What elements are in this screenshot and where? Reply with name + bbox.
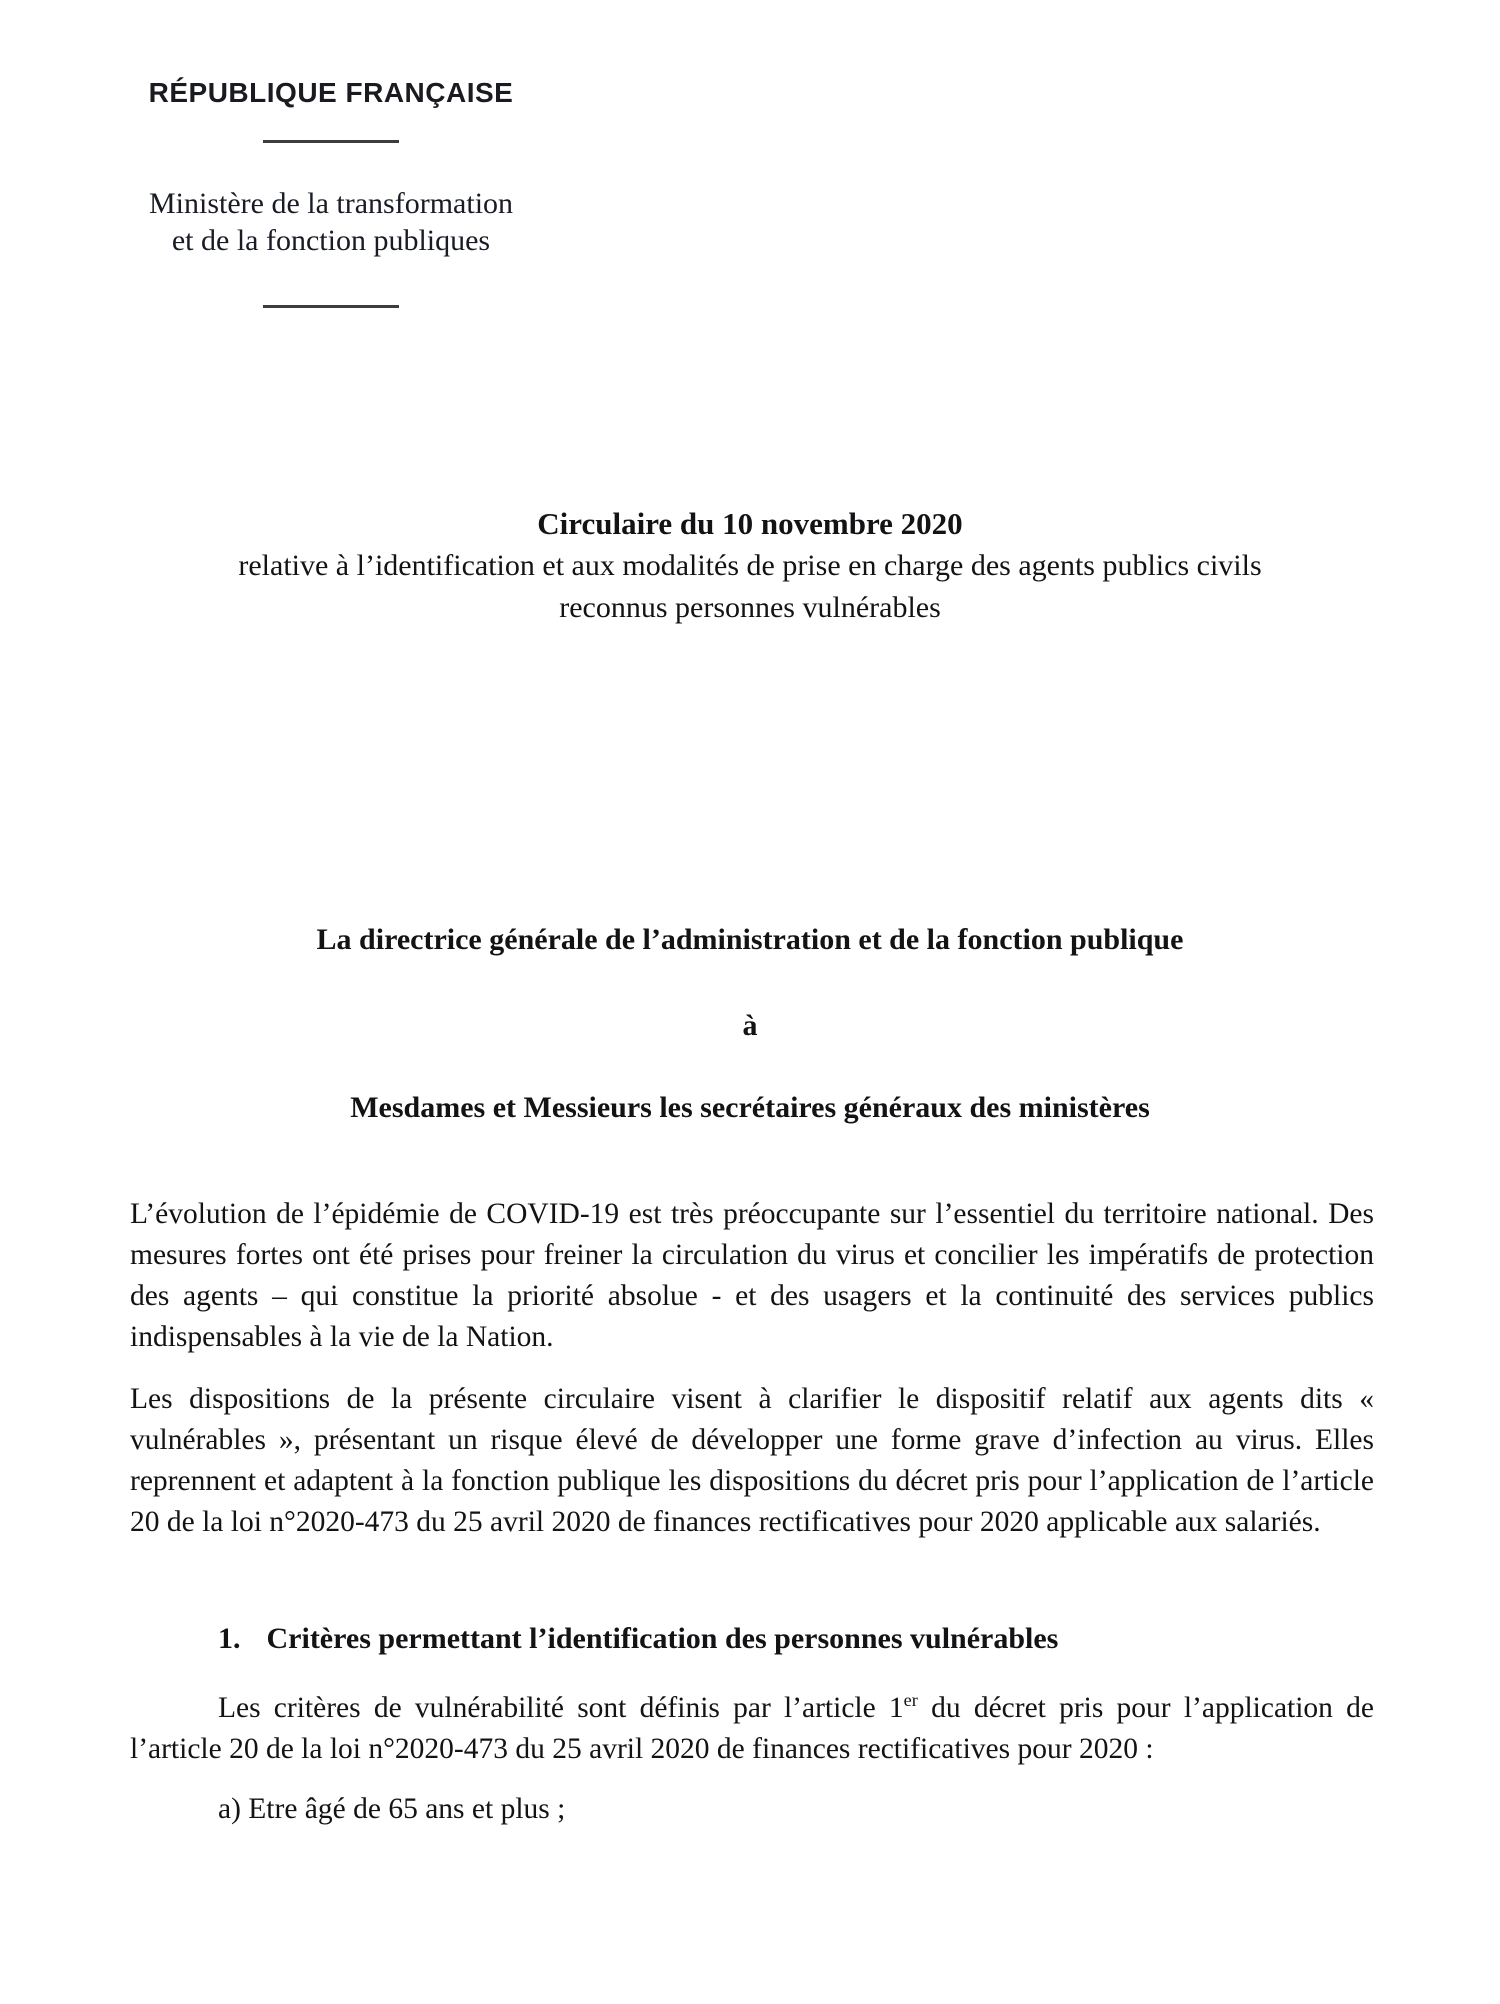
divider-line-top: [263, 140, 399, 143]
section-1-title: Critères permettant l’identification des personnes vulnérables: [266, 1622, 1059, 1655]
letterhead: [135, 76, 527, 308]
section-1-heading: [130, 1618, 1374, 1659]
paragraph-circular-purpose: Les dispositions de la présente circulaire visent à clarifier le dispositif relatif aux agents dits « vulnérables », présentant un risque élevé de développer une forme grave d’infection au virus. Elles reprennent et adaptent à la fonction publique les dispositions du décret pris pour l’application de l’article 20 de la loi n°2020-473 du 25 avril 2020 de finances rectificatives pour 2020 applicable aux salariés.: [130, 1383, 1374, 1538]
republic-title: RÉPUBLIQUE FRANÇAISE: [148, 77, 514, 108]
criteria-intro-text: Les critères de vulnérabilité sont définis par l’article 1: [218, 1692, 904, 1724]
circular-subtitle-line1: relative à l’identification et aux modalités de prise en charge des agents publics civils: [238, 549, 1262, 582]
ordinal-superscript: er: [903, 1690, 918, 1711]
circular-subtitle-line2: reconnus personnes vulnérables: [559, 591, 941, 624]
circular-title-block: [0, 503, 1500, 629]
ministry-name: [135, 185, 527, 259]
paragraph-covid-evolution: L’évolution de l’épidémie de COVID-19 est très préoccupante sur l’essentiel du territoire national. Des mesures fortes ont été prises pour freiner la circulation du virus et concilier les impératifs de protection des agents – qui constitue la priorité absolue - et des usagers et la continuité des services publics indispensables à la vie de la Nation.: [130, 1198, 1374, 1353]
addressee-to: Mesdames et Messieurs les secrétaires généraux des ministères: [350, 1091, 1150, 1124]
body-text: [130, 1194, 1374, 1830]
paragraph-criteria-intro: [130, 1688, 1374, 1770]
addressee-from: La directrice générale de l’administration et de la fonction publique: [316, 923, 1184, 956]
addressee-connector: à: [742, 1009, 758, 1042]
criteria-item-a: a) Etre âgé de 65 ans et plus ;: [218, 1793, 566, 1825]
section-1-number: 1.: [218, 1622, 241, 1655]
circular-title: Circulaire du 10 novembre 2020: [537, 506, 963, 541]
divider-line-bottom: [263, 305, 399, 308]
ministry-line1: Ministère de la transformation: [148, 187, 514, 220]
ministry-line2: et de la fonction publiques: [171, 224, 491, 257]
criteria-intro-text-after: du décret pris pour l’application de l’article 20 de la loi n°2020-473 du 25 avril 2020 de finances rectificatives pour 2020 :: [130, 1692, 1374, 1765]
